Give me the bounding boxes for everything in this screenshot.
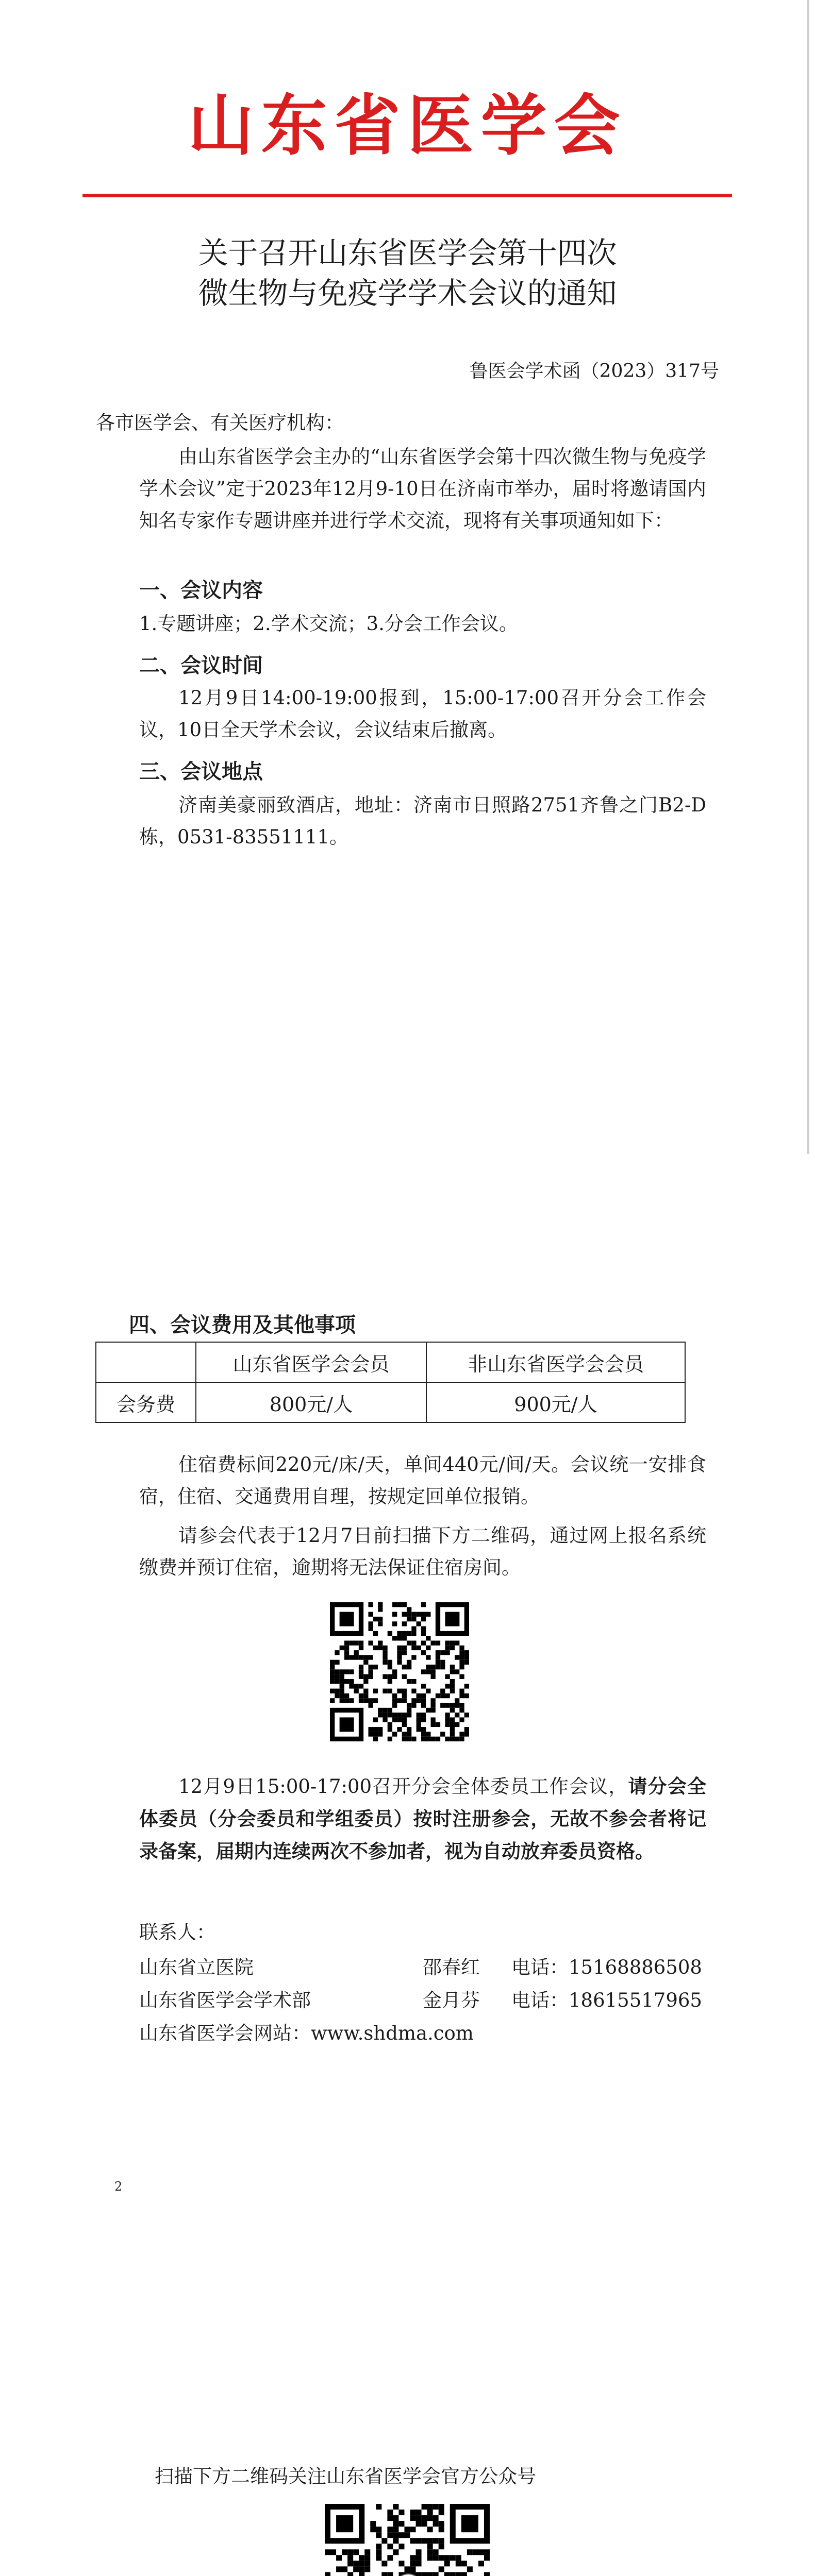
intro-paragraph: 由山东省医学会主办的“山东省医学会第十四次微生物与免疫学学术会议”定于2023年12月9-10日在济南市举办，届时将邀请国内知名专家作专题讲座并进行学术交流，现将有关事项通知如下： <box>139 446 706 532</box>
section-3-heading: 三、会议地点 <box>139 760 263 784</box>
contacts-label: 联系人： <box>139 1921 215 1943</box>
nonmember-fee-cell: 900元/人 <box>426 1382 685 1422</box>
title-line-2: 微生物与免疫学学术会议的通知 <box>198 276 617 311</box>
salutation: 各市医学会、有关医疗机构： <box>96 412 344 434</box>
contact-org: 山东省医学会学术部 <box>139 1989 311 2011</box>
qr-code-icon <box>330 1602 469 1741</box>
table-header-nonmember: 非山东省医学会会员 <box>426 1342 685 1382</box>
section-1-heading: 一、会议内容 <box>139 579 263 602</box>
section-1-text: 1.专题讲座；2.学术交流；3.分会工作会议。 <box>139 613 518 635</box>
section-4-heading: 四、会议费用及其他事项 <box>129 1313 356 1337</box>
title-line-1: 关于召开山东省医学会第十四次 <box>198 235 617 270</box>
register-paragraph: 请参会代表于12月7日前扫描下方二维码，通过网上报名系统缴费并预订住宿，逾期将无法保证住宿房间。 <box>139 1524 706 1579</box>
section-2-text: 12月9日14:00-19:00报到，15:00-17:00召开分会工作会议，10日全天学术会议，会议结束后撤离。 <box>139 687 706 741</box>
table-row <box>96 1342 685 1382</box>
table-header-member: 山东省医学会会员 <box>196 1342 426 1382</box>
qr-code-icon <box>325 2504 490 2576</box>
contact-row <box>139 1952 254 1979</box>
org-header: 山东省医学会 <box>188 88 627 164</box>
section-3-text: 济南美豪丽致酒店，地址：济南市日照路2751齐鲁之门B2-D栋，0531-83551111。 <box>139 794 706 848</box>
fee-table <box>95 1342 686 1423</box>
scan-edge <box>807 0 809 1154</box>
table-cell-empty <box>96 1342 196 1382</box>
contact-phone: 电话：18615517965 <box>511 1989 702 2011</box>
table-row <box>96 1382 685 1422</box>
contact-name: 金月芬 <box>423 1989 480 2011</box>
website-link[interactable]: 山东省医学会网站：www.shdma.com <box>139 2022 474 2044</box>
official-account-qr-code[interactable] <box>325 2504 490 2576</box>
qr-caption: 扫描下方二维码关注山东省医学会官方公众号 <box>155 2465 536 2487</box>
committee-text: 12月9日15:00-17:00召开分会全体委员工作会议， <box>178 1775 628 1798</box>
registration-qr-code[interactable] <box>330 1602 469 1741</box>
lodging-paragraph: 住宿费标间220元/床/天，单间440元/间/天。会议统一安排食宿，住宿、交通费用自理，按规定回单位报销。 <box>139 1453 706 1507</box>
header-red-rule <box>82 194 732 197</box>
committee-bold-text: 请分会全体委员（分会委员和学组委员）按时注册参会，无故不参会者将记录备案，届期内连续两次不参加者，视为自动放弃委员资格。 <box>139 1775 706 1862</box>
contact-phone: 电话：15168886508 <box>511 1956 702 1978</box>
page-2 <box>0 1154 815 2308</box>
document-number: 鲁医会学术函（2023）317号 <box>469 361 719 382</box>
page-3 <box>0 2308 815 2576</box>
table-row-label: 会务费 <box>96 1382 196 1422</box>
contact-name: 邵春红 <box>423 1956 480 1978</box>
page-number: 2 <box>114 2179 123 2194</box>
contact-row <box>139 1985 311 2012</box>
member-fee-cell: 800元/人 <box>196 1382 426 1422</box>
contact-org: 山东省立医院 <box>139 1956 254 1978</box>
page-1 <box>0 0 815 1154</box>
committee-paragraph <box>139 1770 706 1868</box>
section-2-heading: 二、会议时间 <box>139 654 263 677</box>
